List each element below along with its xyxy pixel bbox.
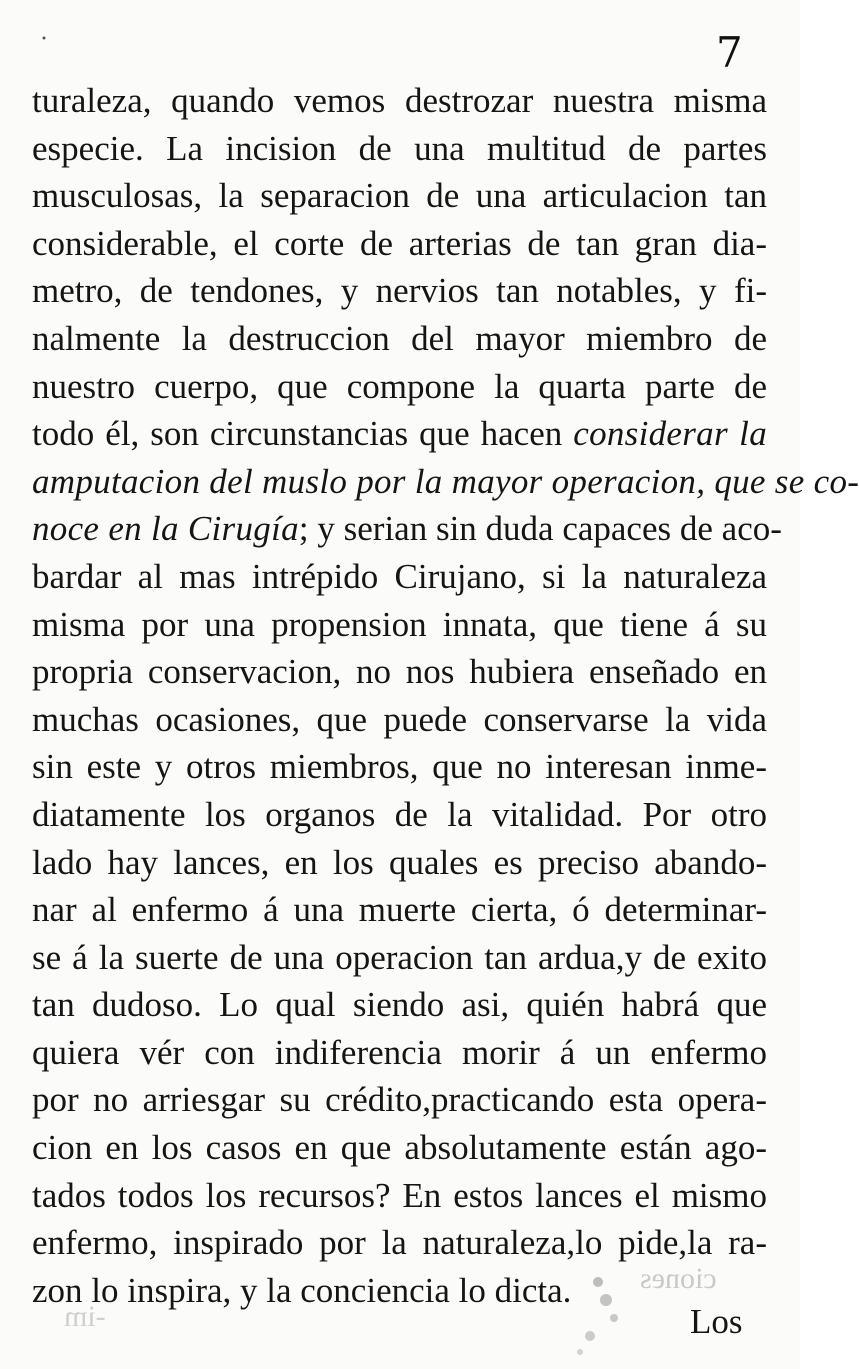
text-line: considerable, el corte de arterias de tan gran dia- bbox=[32, 223, 767, 263]
text-line: especie. La incision de una multitud de partes bbox=[32, 128, 767, 168]
page-number: 7 bbox=[716, 28, 743, 77]
text-line: propria conservacion, no nos hubiera enseñado en bbox=[32, 652, 767, 692]
text-line: se á la suerte de una operacion tan ardua,y de exito bbox=[32, 937, 767, 977]
text-line: por no arriesgar su crédito,practicando esta opera- bbox=[32, 1080, 767, 1120]
text-line: turaleza, quando vemos destrozar nuestra misma bbox=[32, 81, 767, 120]
text-line: sin este y otros miembros, que no interesan inme- bbox=[32, 747, 767, 787]
text-line: tan dudoso. Lo qual siendo asi, quién habrá que bbox=[32, 985, 767, 1025]
text-line: cion en los casos en que absolutamente están ago- bbox=[32, 1128, 767, 1168]
text-line: bardar al mas intrépido Cirujano, si la naturaleza bbox=[32, 556, 767, 596]
text-line: noce en la Cirugía; y serian sin duda capaces de aco- bbox=[32, 509, 782, 549]
text-line: enfermo, inspirado por la naturaleza,lo pide,la ra- bbox=[32, 1223, 767, 1263]
italic-text: amputacion del muslo por la mayor operacion, que se co- bbox=[32, 461, 859, 501]
text-line: musculosas, la separacion de una articulacion tan bbox=[32, 176, 767, 216]
text-line: diatamente los organos de la vitalidad. Por otro bbox=[32, 794, 767, 834]
text-line: nalmente la destruccion del mayor miembro de bbox=[32, 318, 767, 358]
bleed-through-text: ciones bbox=[640, 1262, 717, 1295]
text-line: zon lo inspira, y la conciencia lo dicta. bbox=[32, 1270, 572, 1310]
italic-text: considerar la bbox=[573, 414, 768, 454]
text-line: nar al enfermo á una muerte cierta, ó determinar- bbox=[32, 890, 767, 930]
text-line: lado hay lances, en los quales es preciso abando- bbox=[32, 842, 767, 882]
bleed-through-text: -im bbox=[64, 1300, 106, 1333]
text-line: misma por una propension innata, que tiene á su bbox=[32, 604, 767, 644]
text-line: tados todos los recursos? En estos lances el mismo bbox=[32, 1175, 767, 1215]
text-line: quiera vér con indiferencia morir á un enfermo bbox=[32, 1032, 767, 1072]
text-line: metro, de tendones, y nervios tan notables, y fi- bbox=[32, 271, 767, 311]
catchword: Los bbox=[690, 1302, 743, 1341]
text-line: nuestro cuerpo, que compone la quarta parte de bbox=[32, 366, 767, 406]
text-line: muchas ocasiones, que puede conservarse la vida bbox=[32, 699, 767, 739]
text-line: todo él, son circunstancias que hacen considerar la bbox=[32, 414, 768, 454]
italic-text: noce en la Cirugía bbox=[32, 509, 299, 549]
